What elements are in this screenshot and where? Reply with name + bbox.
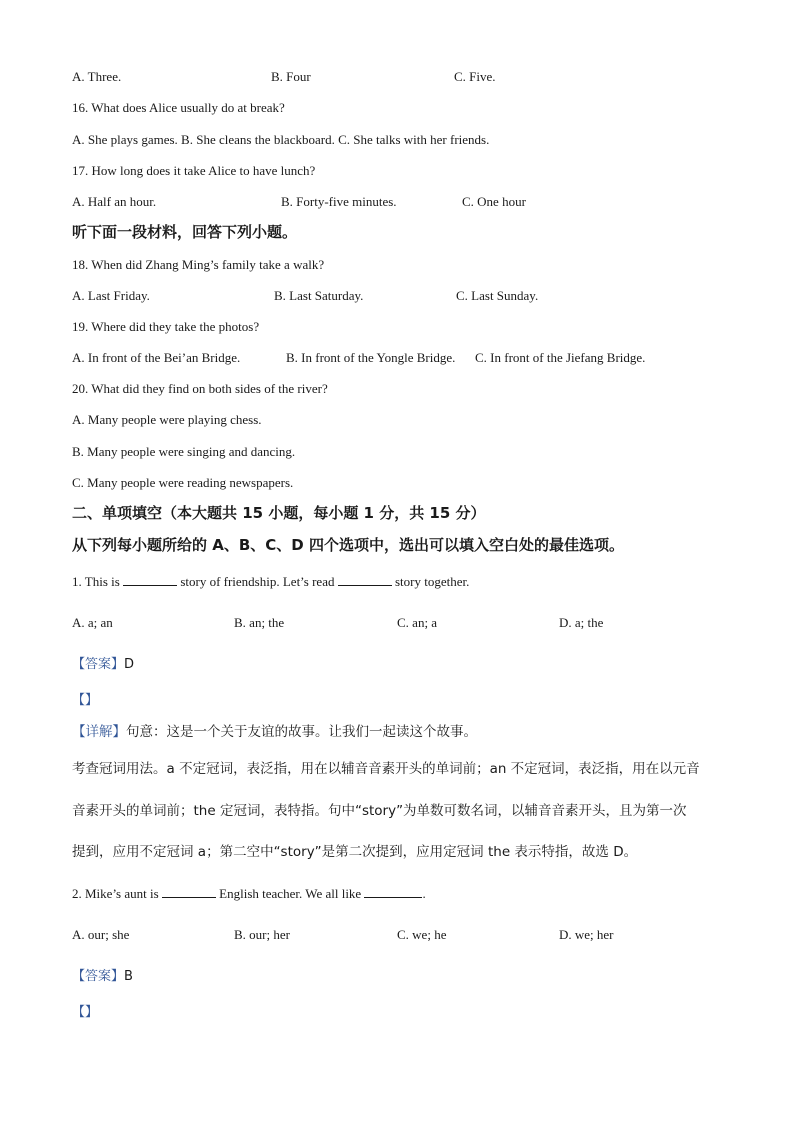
section-listen-heading: 听下面一段材料，回答下列小题。 [72, 223, 298, 241]
q19-option-b: B. In front of the Yongle Bridge. [286, 350, 456, 365]
item1-explain-line-2: 音素开头的单词前；the 定冠词，表特指。句中“story”为单数可数名词，以辅音音素开头，且为第一次 [72, 803, 687, 819]
item1-explain-line-1: 考查冠词用法。a 不定冠词，表泛指，用在以辅音音素开头的单词前；an 不定冠词，表泛指，用在以元音 [72, 761, 700, 777]
q19-question: 19. Where did they take the photos? [72, 319, 260, 334]
item2-suffix: . [422, 886, 426, 901]
item2-blank-1 [162, 886, 216, 898]
item2-analysis-row [72, 1004, 98, 1021]
q17-option-a: A. Half an hour. [72, 194, 157, 209]
q16-options: A. She plays games. B. She cleans the blackboard. C. She talks with her friends. [72, 132, 490, 147]
q20-option-a: A. Many people were playing chess. [72, 412, 262, 427]
item2-answer-row [72, 968, 133, 985]
item1-answer-value: D [124, 657, 135, 672]
item1-question [72, 574, 469, 590]
q18-option-c: C. Last Sunday. [456, 288, 539, 303]
item1-explain-line-3: 提到，应用不定冠词 a；第二空中“story”是第二次提到，应用定冠词 the 表示特指，故选 D。 [72, 844, 638, 860]
q15-option-a: A. Three. [72, 69, 122, 84]
item2-answer-value: B [124, 969, 133, 984]
item1-analysis-tag-close: 】 [85, 693, 99, 708]
item1-detail-tag: 【详解】 [72, 724, 126, 740]
q17-option-c: C. One hour [462, 194, 526, 209]
item1-blank-2 [338, 574, 392, 586]
part2-title: 二、单项填空（本大题共 15 小题，每小题 1 分，共 15 分） [72, 504, 486, 522]
item1-option-a: A. a; an [72, 615, 113, 630]
item1-analysis-row [72, 692, 98, 709]
item1-option-b: B. an; the [234, 615, 285, 630]
item2-option-b: B. our; her [234, 927, 290, 942]
item1-option-c: C. an; a [397, 615, 438, 630]
item1-detail-text: 句意：这是一个关于友谊的故事。让我们一起读这个故事。 [126, 724, 477, 740]
item1-answer-row [72, 656, 134, 673]
item2-middle: English teacher. We all like [219, 886, 362, 901]
item1-middle: story of friendship. Let’s read [180, 574, 335, 589]
q15-option-c: C. Five. [454, 69, 496, 84]
q15-option-b: B. Four [271, 69, 311, 84]
item1-prefix: 1. This is [72, 574, 120, 589]
item1-suffix: story together. [394, 574, 470, 589]
item2-answer-tag: 【答案】 [72, 969, 125, 984]
item2-option-c: C. we; he [397, 927, 447, 942]
item1-analysis-tag-open: 【 [72, 693, 86, 708]
item1-answer-tag: 【答案】 [72, 657, 125, 672]
item1-blank-1 [123, 574, 177, 586]
item2-blank-2 [364, 886, 422, 898]
q17-question: 17. How long does it take Alice to have lunch? [72, 163, 316, 178]
q20-option-b: B. Many people were singing and dancing. [72, 444, 296, 459]
part2-instruction: 从下列每小题所给的 A、B、C、D 四个选项中，选出可以填入空白处的最佳选项。 [72, 536, 624, 554]
q18-option-a: A. Last Friday. [72, 288, 150, 303]
q20-option-c: C. Many people were reading newspapers. [72, 475, 294, 490]
item2-prefix: 2. Mike’s aunt is [72, 886, 159, 901]
q17-option-b: B. Forty-five minutes. [281, 194, 397, 209]
item2-option-a: A. our; she [72, 927, 130, 942]
item1-detail-row [72, 723, 477, 741]
q19-option-c: C. In front of the Jiefang Bridge. [475, 350, 646, 365]
item2-question [72, 886, 426, 902]
q18-question: 18. When did Zhang Ming’s family take a walk? [72, 257, 325, 272]
item1-option-d: D. a; the [559, 615, 604, 630]
q18-option-b: B. Last Saturday. [274, 288, 364, 303]
item2-analysis-tag-open: 【 [72, 1005, 86, 1020]
q20-question: 20. What did they find on both sides of the river? [72, 381, 328, 396]
item2-option-d: D. we; her [559, 927, 614, 942]
item2-analysis-tag-close: 】 [85, 1005, 99, 1020]
q16-question: 16. What does Alice usually do at break? [72, 100, 285, 115]
q19-option-a: A. In front of the Bei’an Bridge. [72, 350, 241, 365]
